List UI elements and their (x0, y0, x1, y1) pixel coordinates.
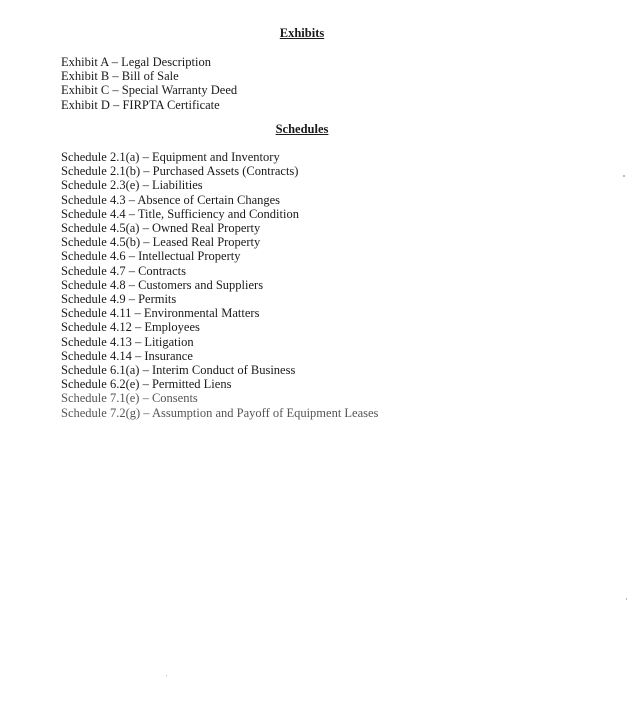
exhibits-heading: Exhibits (279, 26, 325, 40)
schedule-item: Schedule 2.1(b) – Purchased Assets (Contracts) (61, 164, 299, 179)
schedule-item: Schedule 4.5(a) – Owned Real Property (61, 221, 261, 236)
schedule-item: Schedule 7.1(e) – Consents (61, 391, 198, 406)
schedule-item: Schedule 4.3 – Absence of Certain Changes (61, 192, 281, 207)
exhibits-list (61, 55, 237, 112)
schedule-item: Schedule 4.9 – Permits (61, 292, 177, 307)
schedule-item: Schedule 4.7 – Contracts (61, 263, 186, 278)
scan-edge-mark (623, 175, 625, 177)
exhibit-item: Exhibit A – Legal Description (61, 55, 211, 69)
schedule-item: Schedule 6.1(a) – Interim Conduct of Business (61, 363, 296, 378)
schedule-item: Schedule 4.4 – Title, Sufficiency and Condition (61, 206, 299, 221)
schedule-item: Schedule 4.14 – Insurance (61, 348, 193, 363)
schedule-item: Schedule 4.8 – Customers and Suppliers (61, 277, 264, 292)
schedule-item: Schedule 7.2(g) – Assumption and Payoff of Equipment Leases (61, 405, 379, 420)
schedule-item: Schedule 4.12 – Employees (61, 320, 200, 335)
schedule-item: Schedule 2.1(a) – Equipment and Inventory (61, 150, 280, 164)
schedules-heading: Schedules (275, 122, 329, 136)
exhibit-item: Exhibit B – Bill of Sale (61, 69, 179, 84)
scan-edge-mark (626, 598, 627, 600)
schedules-list (61, 150, 378, 420)
schedule-item: Schedule 4.5(b) – Leased Real Property (61, 235, 261, 250)
scan-speck (166, 675, 167, 676)
schedule-item: Schedule 4.11 – Environmental Matters (61, 306, 260, 321)
exhibit-item: Exhibit D – FIRPTA Certificate (61, 97, 220, 112)
schedule-item: Schedule 4.6 – Intellectual Property (61, 249, 241, 264)
schedule-item: Schedule 4.13 – Litigation (61, 334, 194, 349)
schedule-item: Schedule 6.2(e) – Permitted Liens (61, 377, 232, 392)
schedule-item: Schedule 2.3(e) – Liabilities (61, 178, 203, 193)
exhibit-item: Exhibit C – Special Warranty Deed (61, 83, 238, 98)
